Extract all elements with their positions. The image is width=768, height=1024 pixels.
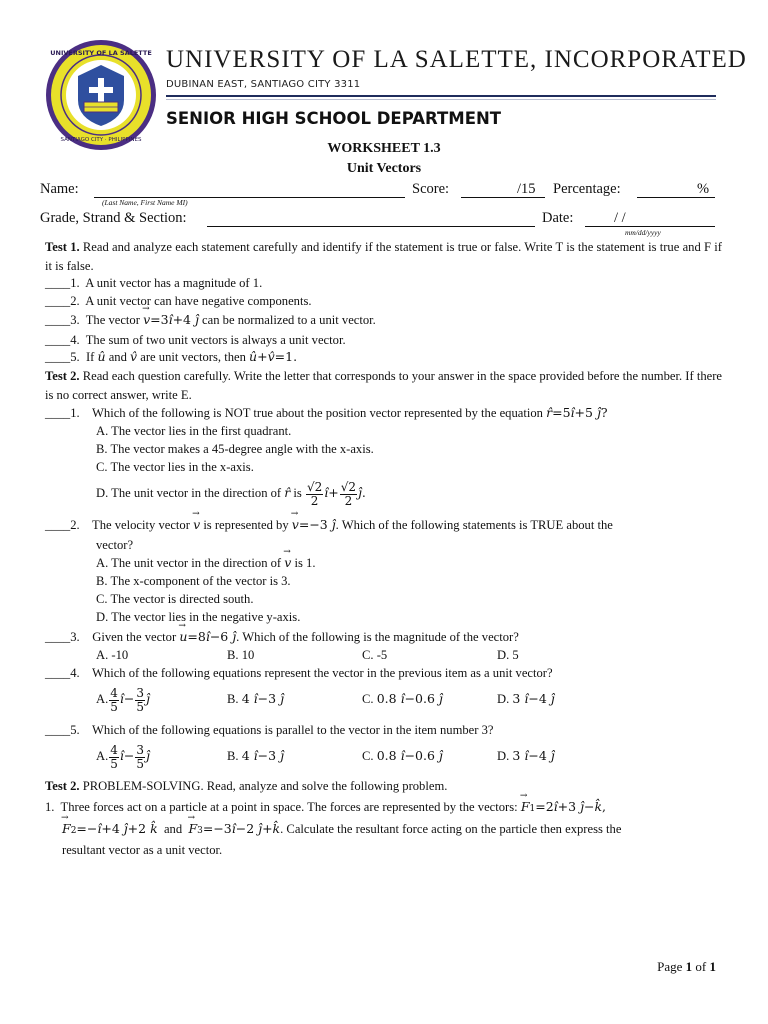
test2-q4-option-d: D. 3 î−4 ĵ (497, 691, 555, 706)
test2-q3-option-a: A. -10 (96, 648, 129, 662)
date-hint: mm/dd/yyyy (625, 228, 661, 237)
test1-item-2: ____2. A unit vector can have negative components. (45, 294, 312, 308)
date-label: Date: (542, 210, 574, 226)
test3-problem-line2: → F2=−î+4 ĵ+2 k̂ and → F3=−3î−2 ĵ+k̂. Calculate the resultant force acting on the particle then express the (62, 820, 621, 840)
test2-q4-option-c: C. 0.8 î−0.6 ĵ (362, 691, 443, 706)
page-number: Page 1 of 1 (657, 959, 716, 974)
test2-q3-option-d: D. 5 (497, 648, 519, 662)
test2-q3-stem: ____3. Given the vector → u=8î−6 ĵ. Which of the following is the magnitude of the vector? (45, 628, 519, 646)
name-hint: (Last Name, First Name MI) (102, 198, 188, 207)
test1-item-1: ____1. A unit vector has a magnitude of 1. (45, 276, 263, 290)
test1-item-5: ____5. If û and v̂ are unit vectors, then û+v̂=1. (45, 349, 298, 364)
test2-q5-option-c: C. 0.8 î−0.6 ĵ (362, 748, 443, 763)
worksheet-topic: Unit Vectors (346, 161, 422, 176)
department-title: SENIOR HIGH SCHOOL DEPARTMENT (166, 109, 502, 128)
university-address: DUBINAN EAST, SANTIAGO CITY 3311 (166, 79, 361, 90)
header-rule (166, 95, 716, 97)
test2-q3-option-b: B. 10 (227, 648, 255, 662)
test2-q2-stem: ____2. The velocity vector → v is represented by → v=−3 ĵ. Which of the following statements is TRUE about the (45, 516, 613, 534)
date-slashes: / / (614, 210, 626, 226)
test3-instructions: Test 2. PROBLEM-SOLVING. Read, analyze and solve the following problem. (45, 779, 448, 793)
test2-instructions: Test 2. Read each question carefully. Write the letter that corresponds to your answer in the space provided before the number. If there is no correct answer, write E. (45, 369, 723, 402)
percentage-label: Percentage: (553, 181, 621, 197)
test2-q2-option-a: A. The unit vector in the direction of → v is 1. (96, 554, 316, 572)
university-seal-logo (44, 38, 158, 152)
test2-q5-option-b: B. 4 î−3 ĵ (227, 748, 284, 763)
test1-instructions: Test 1. Read and analyze each statement carefully and identify if the statement is true or false. Write T is the statement is true and F if it is false. (45, 240, 722, 273)
name-label: Name: (40, 181, 79, 197)
test2-q1-option-d: D. The unit vector in the direction of r̂ is $\frac{√2}{2}$ î+ $\frac{√2}{2}$ ĵ. (96, 479, 366, 508)
test2-q4-option-b: B. 4 î−3 ĵ (227, 691, 284, 706)
test3-problem-line1: 1. Three forces act on a particle at a point in space. The forces are represented by the vectors: → F1=2î+3 ĵ−k̂, (45, 798, 606, 818)
grade-section-label: Grade, Strand & Section: (40, 210, 187, 226)
test2-q2-option-d: D. The vector lies in the negative y-axis. (96, 610, 301, 624)
test2-q4-option-a: A. $\frac{4}{5}$ î− $\frac{3}{5}$ ĵ (96, 685, 150, 714)
svg-text:SANTIAGO CITY · PHILIPPINES: SANTIAGO CITY · PHILIPPINES (60, 137, 142, 143)
test2-q2-stem-cont: vector? (96, 538, 134, 552)
test2-q5-option-d: D. 3 î−4 ĵ (497, 748, 555, 763)
test2-q2-option-b: B. The x-component of the vector is 3. (96, 574, 291, 588)
grade-section-field[interactable] (207, 226, 535, 227)
test1-item-3: ____3. The vector → v=3î+4 ĵ can be normalized to a unit vector. (45, 311, 376, 329)
date-field[interactable] (585, 226, 715, 227)
test2-q1-option-b: B. The vector makes a 45-degree angle with the x-axis. (96, 442, 374, 456)
test2-q1-option-a: A. The vector lies in the first quadrant. (96, 424, 292, 438)
test2-q3-option-c: C. -5 (362, 648, 388, 662)
svg-text:UNIVERSITY OF LA SALETTE: UNIVERSITY OF LA SALETTE (50, 49, 152, 57)
test2-q1-stem: ____1. Which of the following is NOT true about the position vector represented by the equation r̂=5î+5 ĵ? (45, 405, 608, 420)
test2-q5-stem: ____5. Which of the following equations is parallel to the vector in the item number 3? (45, 723, 494, 737)
score-total: /15 (517, 181, 536, 197)
score-label: Score: (412, 181, 450, 197)
test2-q2-option-c: C. The vector is directed south. (96, 592, 254, 606)
header-rule-thin (166, 99, 716, 100)
test2-q1-option-c: C. The vector lies in the x-axis. (96, 460, 254, 474)
worksheet-number: WORKSHEET 1.3 (327, 141, 441, 156)
test3-problem-line3: resultant vector as a unit vector. (62, 843, 223, 857)
university-name: UNIVERSITY OF LA SALETTE, INCORPORATED (166, 46, 747, 73)
test1-item-4: ____4. The sum of two unit vectors is always a unit vector. (45, 333, 346, 347)
test2-q4-stem: ____4. Which of the following equations represent the vector in the previous item as a unit vector? (45, 666, 553, 680)
percent-sign: % (697, 181, 710, 197)
test2-q5-option-a: A. $\frac{4}{5}$ î− $\frac{3}{5}$ ĵ (96, 742, 150, 771)
